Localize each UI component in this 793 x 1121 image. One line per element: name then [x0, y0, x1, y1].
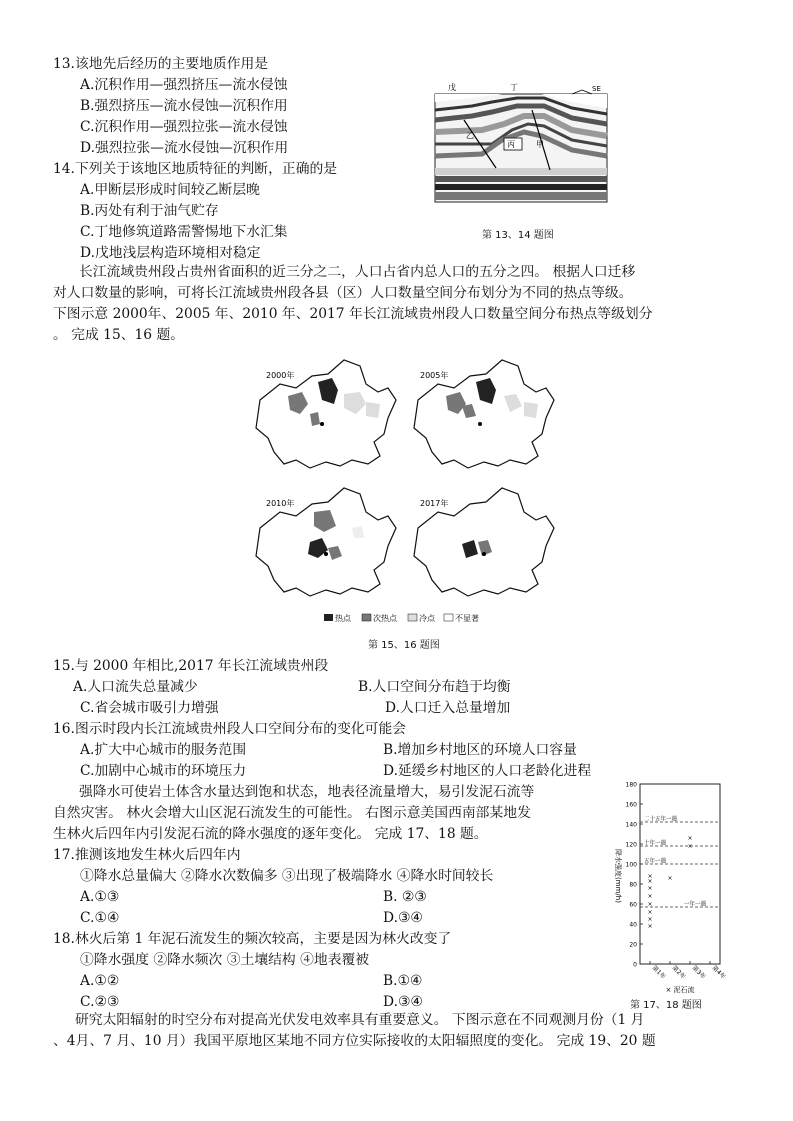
q17-option-a: A.①③	[80, 889, 120, 905]
q17-option-c: C.①④	[80, 910, 120, 926]
intro-19-20	[53, 1010, 753, 1052]
intro-17-18-line-1: 强降水可使岩土体含水量达到饱和状态，地表径流量增大，易引发泥石流等	[79, 784, 535, 800]
map-2005	[414, 360, 554, 468]
q14-option-b: B.丙处有利于油气贮存	[80, 203, 219, 219]
intro-15-16-line-2: 对人口数量的影响，可将长江流域贵州段各县（区）人口数量空间分布划分为不同的热点等级。	[53, 285, 633, 301]
debris-flow-point: ×	[647, 885, 653, 892]
intro-15-16	[53, 262, 753, 346]
q13-option-c: C.沉积作用—强烈拉张—流水侵蚀	[80, 119, 288, 135]
label-bing: 丙	[507, 140, 515, 149]
debris-flow-point: ×	[647, 901, 653, 908]
y-tick-label: 100	[625, 861, 637, 869]
map-2010	[256, 488, 396, 596]
q16-option-c: C.加剧中心城市的环境压力	[80, 763, 247, 779]
question-13-stem: 13.该地先后经历的主要地质作用是	[53, 56, 269, 72]
y-tick-label: 20	[629, 941, 637, 949]
q16-option-d: D.延缓乡村地区的人口老龄化进程	[383, 763, 592, 779]
legend-swatch-sub-hotspot	[362, 614, 371, 621]
reference-line-label: 二十五年一遇	[644, 816, 678, 823]
y-tick-label: 160	[625, 801, 637, 809]
legend-coldspot: 冷点	[419, 614, 435, 623]
x-tick-label: 第4年	[710, 964, 726, 981]
y-tick-label: 140	[625, 821, 637, 829]
q18-option-d: D.③④	[383, 994, 423, 1010]
debris-flow-point: ×	[687, 843, 693, 850]
q13-option-b: B.强烈挤压—流水侵蚀—沉积作用	[80, 98, 288, 114]
debris-flow-point: ×	[647, 916, 653, 923]
figure-15-16-caption: 第 15、16 题图	[368, 640, 440, 651]
map-year-2010: 2010年	[266, 499, 295, 508]
legend-swatch-not-significant	[444, 614, 453, 621]
debris-flow-point: ×	[687, 835, 693, 842]
q18-option-b: B.①④	[383, 973, 423, 989]
question-15-stem: 15.与 2000 年相比,2017 年长江流域贵州段	[53, 658, 329, 674]
y-tick-label: 120	[625, 841, 637, 849]
map-2017	[414, 488, 554, 596]
y-tick-label: 40	[629, 921, 637, 929]
legend-swatch-coldspot	[408, 614, 417, 621]
map-year-2000: 2000年	[266, 371, 295, 380]
x-tick-label: 第3年	[690, 964, 707, 981]
reference-line-label: 一年一遇	[684, 901, 707, 908]
q14-option-a: A.甲断层形成时间较乙断层晚	[80, 182, 260, 198]
figure-17-18-caption: 第 17、18 题图	[630, 1000, 702, 1011]
q15-option-a: A.人口流失总量减少	[73, 679, 198, 695]
q15-option-c: C.省会城市吸引力增强	[80, 700, 219, 716]
intro-15-16-line-1: 长江流域贵州段占贵州省面积的近三分之二，人口占省内总人口的五分之四。 根据人口迁移	[79, 264, 636, 280]
intro-17-18-line-2: 自然灾害。 林火会增大山区泥石流发生的可能性。 右图示意美国西南部某地发	[53, 805, 531, 821]
debris-flow-chart-figure	[606, 776, 726, 996]
legend-sub-hotspot: 次热点	[373, 614, 397, 623]
intro-15-16-line-3: 下图示意 2000年、2005 年、2010 年、2017 年长江流域贵州段人口数量空间分布热点等级划分	[53, 306, 653, 322]
label-jia: 甲	[536, 140, 544, 149]
q15-option-b: B.人口空间分布趋于均衡	[358, 679, 511, 695]
arrow-se-label: SE	[592, 85, 601, 93]
debris-flow-point: ×	[647, 923, 653, 930]
q18-option-c: C.②③	[80, 994, 120, 1010]
debris-flow-point: ×	[647, 909, 653, 916]
map-2000	[256, 360, 396, 468]
q13-option-d: D.强烈拉张—流水侵蚀—沉积作用	[80, 140, 289, 156]
geology-cross-section-figure	[432, 80, 612, 230]
hotspot-maps	[248, 348, 558, 628]
y-tick-label: 80	[629, 881, 637, 889]
debris-flow-rainfall-chart	[606, 776, 726, 996]
chart-legend: × 泥石流	[665, 986, 695, 994]
question-18-stem: 18.林火后第 1 年泥石流发生的频次较高，主要是因为林火改变了	[53, 931, 452, 947]
intro-19-20-line-2: 、4月、7 月、10 月）我国平原地区某地不同方位实际接收的太阳辐照度的变化。 完成 19、20 题	[53, 1033, 656, 1049]
q14-option-c: C.丁地修筑道路需警惕地下水汇集	[80, 224, 288, 240]
y-tick-label: 60	[629, 901, 637, 909]
q16-option-b: B.增加乡村地区的环境人口容量	[383, 742, 577, 758]
debris-flow-point: ×	[647, 878, 653, 885]
q17-option-d: D.③④	[383, 910, 423, 926]
debris-flow-point: ×	[647, 893, 653, 900]
label-ding: 丁	[510, 83, 518, 92]
map-year-2005: 2005年	[420, 371, 449, 380]
q18-option-a: A.①②	[80, 973, 120, 989]
q14-option-d: D.戊地浅层构造环境相对稳定	[80, 245, 261, 261]
map-legend	[324, 613, 479, 623]
intro-19-20-line-1: 研究太阳辐射的时空分布对提高光伏发电效率具有重要意义。 下图示意在不同观测月份（1 月	[75, 1012, 645, 1028]
population-hotspot-maps-figure	[248, 348, 558, 628]
figure-13-14-caption: 第 13、14 题图	[482, 230, 554, 241]
debris-flow-point: ×	[647, 873, 653, 880]
question-14-stem: 14.下列关于该地区地质特征的判断，正确的是	[53, 161, 338, 177]
legend-not-significant: 不显著	[455, 614, 479, 623]
q18-items: ①降水强度 ②降水频次 ③土壤结构 ④地表覆被	[80, 952, 370, 968]
y-tick-label: 0	[633, 961, 637, 969]
x-tick-label: 第2年	[670, 964, 687, 981]
question-16-stem: 16.图示时段内长江流域贵州段人口空间分布的变化可能会	[53, 721, 407, 737]
intro-17-18-line-3: 生林火后四年内引发泥石流的降水强度的逐年变化。 完成 17、18 题。	[53, 826, 488, 842]
question-17-stem: 17.推测该地发生林火后四年内	[53, 847, 241, 863]
q15-option-d: D.人口迁入总量增加	[385, 700, 511, 716]
legend-hotspot: 热点	[335, 614, 351, 623]
q17-items: ①降水总量偏大 ②降水次数偏多 ③出现了极端降水 ④降水时间较长	[80, 868, 494, 884]
x-tick-label: 第1年	[650, 964, 667, 981]
y-tick-label: 180	[625, 781, 637, 789]
label-wu: 戊	[448, 83, 456, 92]
reference-line-label: 十年一遇	[644, 840, 667, 847]
chart-y-axis-label: 降水强度(mm/h)	[614, 849, 622, 903]
reference-line-label: 五年一遇	[644, 858, 667, 865]
map-year-2017: 2017年	[420, 499, 449, 508]
debris-flow-point: ×	[667, 875, 673, 882]
intro-15-16-line-4: 。 完成 15、16 题。	[53, 327, 185, 343]
label-yi: 乙	[466, 131, 474, 140]
q13-option-a: A.沉积作用—强烈挤压—流水侵蚀	[80, 77, 288, 93]
q16-option-a: A.扩大中心城市的服务范围	[80, 742, 247, 758]
intro-17-18	[53, 782, 613, 845]
cross-section-diagram	[432, 80, 612, 230]
q17-option-b: B. ②③	[383, 889, 427, 905]
legend-swatch-hotspot	[324, 614, 333, 621]
